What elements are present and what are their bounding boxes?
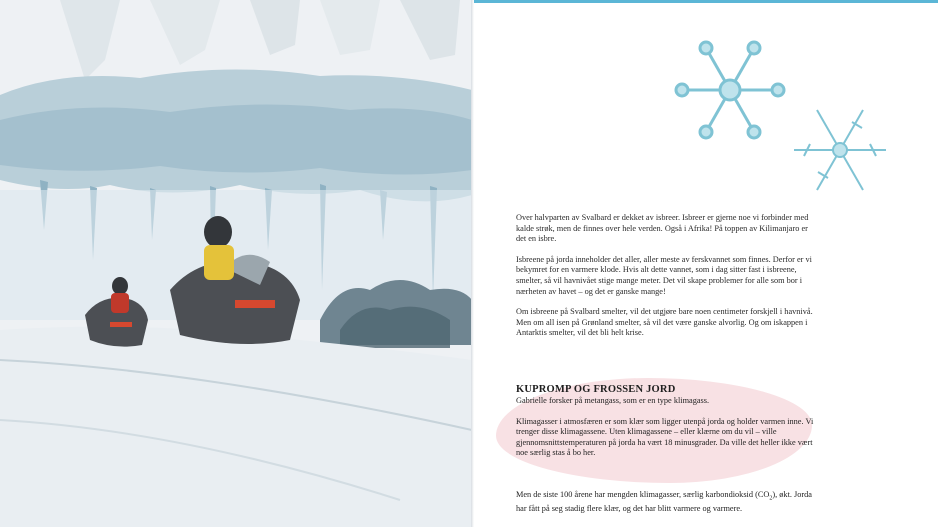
final-paragraph xyxy=(516,490,816,515)
paragraph: Isbreene på jorda inneholder det aller, aller meste av ferskvannet som finnes. Derfor er vi bekymret for en varmere klode. Hvis alt dette vannet, som i dag sitter fast i isbreene, smelter, så vil havnivået stige mange meter. Det vil skape problemer for alle som bor i nærheten av havet – og det er ganske mange! xyxy=(516,254,812,296)
highlight-box xyxy=(516,384,816,459)
text-page xyxy=(474,0,938,527)
snowflake-icon xyxy=(676,42,784,138)
highlight-lead: Gabrielle forsker på metangass, som er en type klimagass. xyxy=(516,396,710,405)
co2-subscript: 2 xyxy=(769,495,773,502)
paragraph: Over halvparten av Svalbard er dekket av isbreer. Isbreer er gjerne noe vi forbinder med kalde strøk, men de finnes over hele verden. Også i Afrika! På toppen av Kilimanjaro er det en isbre. xyxy=(516,213,809,244)
final-text-before: Men de siste 100 årene har mengden klimagasser, særlig karbondioksid (CO xyxy=(516,490,770,499)
snowflake-decor xyxy=(474,0,938,220)
section-heading: KUPROMP OG FROSSEN JORD xyxy=(516,384,676,395)
body-text xyxy=(516,213,816,349)
final-text-after: ), økt. Jorda har fått på seg stadig flere klær, og det har blitt varmere og varmere. xyxy=(516,490,812,514)
snowflake-icon xyxy=(794,110,886,190)
paragraph: Om isbreene på Svalbard smelter, vil det utgjøre bare noen centimeter forskjell i havnivå. Men om all isen på Grønland smelter, så vil det være ganske alvorlig. Og om iskappen i Antarktis smelter, vil det bli helt krise. xyxy=(516,307,813,338)
highlight-body: Klimagasser i atmosfæren er som klær som ligger utenpå jorda og holder varmen inne. Vi trenger disse klimagassene. Uten klimagassene – eller klærne om du vil – ville gjennomsnittstemperaturen på jorda ha vært 18 minusgrader. Da ville det heller ikke vært noe særlig stas å bo her. xyxy=(516,416,814,458)
